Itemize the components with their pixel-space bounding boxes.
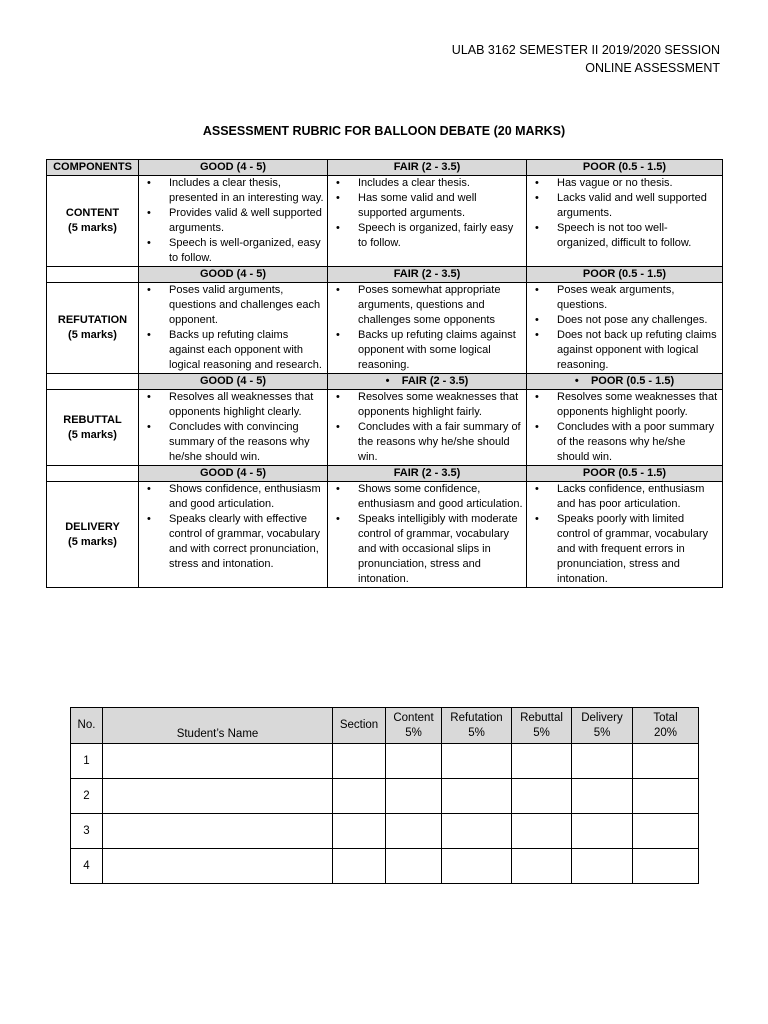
refutation-score-cell[interactable] bbox=[442, 744, 512, 779]
criterion-item: • Has some valid and well supported arguments. bbox=[328, 191, 526, 221]
header-course-line: ULAB 3162 SEMESTER II 2019/2020 SESSION bbox=[451, 43, 720, 57]
table-row bbox=[71, 814, 699, 849]
criterion-item: • Concludes with convincing summary of the reasons why he/she should win. bbox=[139, 420, 327, 465]
header-delivery bbox=[572, 708, 633, 744]
header-delivery-label: Delivery bbox=[581, 711, 623, 724]
header-section: Section bbox=[333, 708, 386, 744]
total-score-cell[interactable] bbox=[633, 744, 699, 779]
rubric-criteria-row bbox=[47, 283, 723, 374]
component-rebuttal bbox=[47, 390, 139, 466]
component-marks: (5 marks) bbox=[68, 428, 117, 441]
criterion-item: • Resolves all weaknesses that opponents highlight clearly. bbox=[139, 390, 327, 420]
content-score-cell[interactable] bbox=[386, 779, 442, 814]
total-score-cell[interactable] bbox=[633, 849, 699, 884]
criterion-item: • Lacks confidence, enthusiasm and has poor articulation. bbox=[527, 482, 722, 512]
header-content-pct: 5% bbox=[405, 726, 422, 739]
rebuttal-score-cell[interactable] bbox=[512, 814, 572, 849]
level-header-poor bbox=[527, 160, 723, 176]
rebuttal-score-cell[interactable] bbox=[512, 779, 572, 814]
rubric-level-row bbox=[47, 374, 723, 390]
level-header-good bbox=[139, 267, 328, 283]
component-content bbox=[47, 176, 139, 267]
level-header-label: GOOD (4 - 5) bbox=[199, 375, 266, 387]
level-header-fair bbox=[328, 466, 527, 482]
content-score-cell[interactable] bbox=[386, 849, 442, 884]
component-marks: (5 marks) bbox=[68, 329, 117, 341]
header-delivery-pct: 5% bbox=[593, 726, 611, 739]
criteria-poor bbox=[527, 283, 723, 374]
criteria-fair bbox=[328, 176, 527, 267]
header-rebuttal-pct: 5% bbox=[533, 726, 550, 739]
header-total-pct: 20% bbox=[653, 726, 678, 739]
component-name: CONTENT bbox=[65, 207, 120, 219]
level-header-label: FAIR (2 - 3.5) bbox=[393, 268, 461, 280]
criteria-good bbox=[139, 482, 328, 588]
criterion-item: • Speech is organized, fairly easy to follow. bbox=[328, 221, 526, 251]
component-refutation bbox=[47, 283, 139, 374]
criterion-item: • Poses weak arguments, questions. bbox=[527, 283, 722, 313]
criteria-good bbox=[139, 283, 328, 374]
criteria-fair bbox=[328, 283, 527, 374]
rubric-level-row bbox=[47, 466, 723, 482]
criterion-item: • Speech is not too well-organized, difficult to follow. bbox=[527, 221, 722, 251]
section-cell[interactable] bbox=[333, 814, 386, 849]
level-header-fair bbox=[328, 160, 527, 176]
level-header-label: • FAIR (2 - 3.5) bbox=[386, 375, 469, 387]
delivery-score-cell[interactable] bbox=[572, 779, 633, 814]
criteria-poor bbox=[527, 176, 723, 267]
level-header-fair bbox=[328, 267, 527, 283]
criteria-fair bbox=[328, 390, 527, 466]
table-row bbox=[71, 744, 699, 779]
content-score-cell[interactable] bbox=[386, 744, 442, 779]
criterion-item: • Includes a clear thesis. bbox=[328, 176, 526, 191]
student-name-cell[interactable] bbox=[103, 849, 333, 884]
criterion-item: • Includes a clear thesis, presented in an interesting way. bbox=[139, 176, 327, 206]
section-cell[interactable] bbox=[333, 849, 386, 884]
criteria-poor bbox=[527, 390, 723, 466]
section-cell[interactable] bbox=[333, 779, 386, 814]
criteria-good bbox=[139, 390, 328, 466]
level-header-label: POOR (0.5 - 1.5) bbox=[582, 161, 667, 173]
criterion-item: • Speaks intelligibly with moderate control of grammar, vocabulary and with occasional slips in pronunciation, stress and intonation. bbox=[328, 512, 526, 587]
rubric-criteria-row bbox=[47, 482, 723, 588]
criterion-item: • Resolves some weaknesses that opponents highlight fairly. bbox=[328, 390, 526, 420]
rubric-table bbox=[46, 159, 723, 588]
criteria-good bbox=[139, 176, 328, 267]
criteria-poor bbox=[527, 482, 723, 588]
delivery-score-cell[interactable] bbox=[572, 814, 633, 849]
row-number: 2 bbox=[71, 779, 103, 814]
criterion-item: • Speaks poorly with limited control of grammar, vocabulary and with frequent errors in pronunciation, stress and intonation. bbox=[527, 512, 722, 587]
level-header-poor bbox=[527, 374, 723, 390]
criteria-fair bbox=[328, 482, 527, 588]
row-number: 1 bbox=[71, 744, 103, 779]
criterion-item: • Shows some confidence, enthusiasm and good articulation. bbox=[328, 482, 526, 512]
level-header-label: FAIR (2 - 3.5) bbox=[393, 467, 461, 479]
criterion-item: • Provides valid & well supported arguments. bbox=[139, 206, 327, 236]
component-name: REFUTATION bbox=[57, 314, 128, 326]
criterion-item: • Does not back up refuting claims against opponent with logical reasoning. bbox=[527, 328, 722, 373]
criterion-item: • Poses valid arguments, questions and challenges each opponent. bbox=[139, 283, 327, 328]
header-assessment-line: ONLINE ASSESSMENT bbox=[585, 61, 720, 75]
component-delivery bbox=[47, 482, 139, 588]
criterion-item: • Has vague or no thesis. bbox=[527, 176, 722, 191]
header-refutation-pct: 5% bbox=[468, 726, 485, 739]
level-row-blank bbox=[47, 267, 139, 283]
criterion-item: • Concludes with a poor summary of the reasons why he/she should win. bbox=[527, 420, 722, 465]
delivery-score-cell[interactable] bbox=[572, 744, 633, 779]
level-header-label: POOR (0.5 - 1.5) bbox=[582, 268, 667, 280]
header-total-label: Total bbox=[653, 711, 678, 724]
score-table bbox=[70, 707, 699, 884]
criterion-item: • Speech is well-organized, easy to follow. bbox=[139, 236, 327, 266]
student-name-cell[interactable] bbox=[103, 779, 333, 814]
row-number: 4 bbox=[71, 849, 103, 884]
level-header-label: GOOD (4 - 5) bbox=[199, 268, 266, 280]
criterion-item: • Shows confidence, enthusiasm and good articulation. bbox=[139, 482, 327, 512]
rubric-criteria-row bbox=[47, 176, 723, 267]
criterion-item: • Poses somewhat appropriate arguments, questions and challenges some opponents bbox=[328, 283, 526, 328]
component-name: DELIVERY bbox=[65, 520, 120, 533]
header-content-label: Content bbox=[393, 711, 434, 724]
rebuttal-score-cell[interactable] bbox=[512, 744, 572, 779]
header-refutation-label: Refutation bbox=[450, 711, 503, 724]
level-row-blank bbox=[47, 466, 139, 482]
criterion-item: • Backs up refuting claims against opponent with some logical reasoning. bbox=[328, 328, 526, 373]
criterion-item: • Lacks valid and well supported arguments. bbox=[527, 191, 722, 221]
level-header-good bbox=[139, 466, 328, 482]
refutation-score-cell[interactable] bbox=[442, 849, 512, 884]
rubric-criteria-row bbox=[47, 390, 723, 466]
header-no: No. bbox=[71, 708, 103, 744]
student-name-cell[interactable] bbox=[103, 744, 333, 779]
criterion-item: • Backs up refuting claims against each opponent with logical reasoning and research. bbox=[139, 328, 327, 373]
total-score-cell[interactable] bbox=[633, 814, 699, 849]
component-marks: (5 marks) bbox=[68, 222, 117, 234]
header-student-name: Student’s Name bbox=[103, 708, 333, 744]
components-header: COMPONENTS bbox=[47, 160, 139, 176]
header-content bbox=[386, 708, 442, 744]
table-row bbox=[71, 849, 699, 884]
student-name-cell[interactable] bbox=[103, 814, 333, 849]
level-header-label: GOOD (4 - 5) bbox=[199, 161, 266, 173]
delivery-score-cell[interactable] bbox=[572, 849, 633, 884]
header-rebuttal bbox=[512, 708, 572, 744]
criterion-item: • Resolves some weaknesses that opponents highlight poorly. bbox=[527, 390, 722, 420]
header-total bbox=[633, 708, 699, 744]
level-header-good bbox=[139, 374, 328, 390]
level-header-label: • POOR (0.5 - 1.5) bbox=[575, 375, 674, 387]
level-header-fair bbox=[328, 374, 527, 390]
refutation-score-cell[interactable] bbox=[442, 814, 512, 849]
level-header-label: FAIR (2 - 3.5) bbox=[393, 161, 461, 173]
level-header-good bbox=[139, 160, 328, 176]
level-header-poor bbox=[527, 267, 723, 283]
score-header-row bbox=[71, 708, 699, 744]
content-score-cell[interactable] bbox=[386, 814, 442, 849]
row-number: 3 bbox=[71, 814, 103, 849]
level-header-poor bbox=[527, 466, 723, 482]
component-marks: (5 marks) bbox=[68, 535, 117, 548]
criterion-item: • Concludes with a fair summary of the reasons why he/she should win. bbox=[328, 420, 526, 465]
criterion-item: • Speaks clearly with effective control of grammar, vocabulary and with correct pronunciation, stress and intonation. bbox=[139, 512, 327, 572]
refutation-score-cell[interactable] bbox=[442, 779, 512, 814]
level-row-blank bbox=[47, 374, 139, 390]
header-refutation bbox=[442, 708, 512, 744]
table-row bbox=[71, 779, 699, 814]
component-name: REBUTTAL bbox=[63, 413, 122, 426]
rebuttal-score-cell[interactable] bbox=[512, 849, 572, 884]
criterion-item: • Does not pose any challenges. bbox=[527, 313, 722, 328]
total-score-cell[interactable] bbox=[633, 779, 699, 814]
level-header-label: POOR (0.5 - 1.5) bbox=[582, 467, 667, 479]
rubric-level-row bbox=[47, 267, 723, 283]
rubric-level-row bbox=[47, 160, 723, 176]
header-rebuttal-label: Rebuttal bbox=[520, 711, 563, 724]
level-header-label: GOOD (4 - 5) bbox=[199, 467, 266, 479]
section-cell[interactable] bbox=[333, 744, 386, 779]
document-title: ASSESSMENT RUBRIC FOR BALLOON DEBATE (20 MARKS) bbox=[202, 124, 566, 138]
